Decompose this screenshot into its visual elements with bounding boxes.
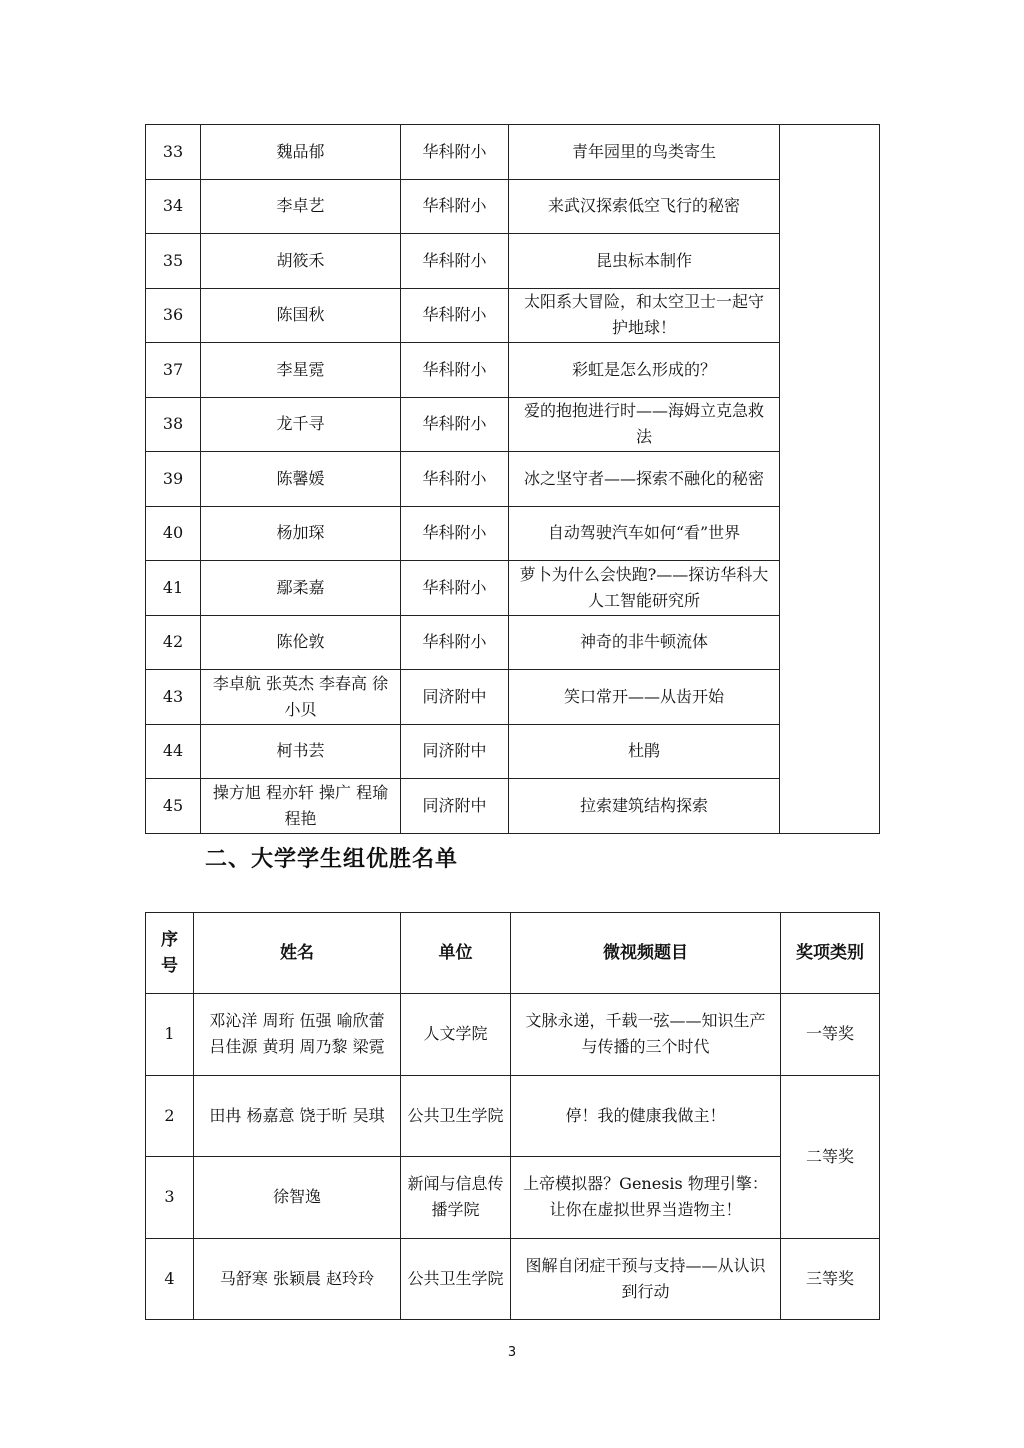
- header-no: 序号: [146, 913, 194, 994]
- school-unit: 华科附小: [401, 343, 509, 398]
- table-row: [146, 724, 880, 779]
- video-title: 上帝模拟器？Genesis 物理引擎：让你在虚拟世界当造物主！: [511, 1157, 781, 1239]
- school-unit: 公共卫生学院: [401, 1075, 511, 1157]
- video-title: 爱的抱抱进行时——海姆立克急救法: [509, 397, 780, 452]
- video-title: 青年园里的鸟类寄生: [509, 125, 780, 180]
- video-title: 停！我的健康我做主！: [511, 1075, 781, 1157]
- table-header-row: [146, 913, 880, 994]
- table-row: [146, 125, 880, 180]
- school-unit: 华科附小: [401, 234, 509, 289]
- school-unit: 华科附小: [401, 561, 509, 616]
- award-table-continued: [145, 124, 880, 834]
- video-title: 萝卜为什么会快跑?——探访华科大人工智能研究所: [509, 561, 780, 616]
- video-title: 神奇的非牛顿流体: [509, 615, 780, 670]
- table-row: [146, 615, 880, 670]
- school-unit: 同济附中: [401, 724, 509, 779]
- table-row: [146, 779, 880, 834]
- student-name: 李卓航 张英杰 李春高 徐小贝: [201, 670, 401, 725]
- video-title: 笑口常开——从齿开始: [509, 670, 780, 725]
- header-title: 微视频题目: [511, 913, 781, 994]
- table-row: [146, 452, 880, 507]
- table-row: [146, 397, 880, 452]
- student-name: 马舒寒 张颖晨 赵玲玲: [194, 1238, 401, 1320]
- student-name: 鄢柔嘉: [201, 561, 401, 616]
- table-row: [146, 1157, 880, 1239]
- student-name: 徐智逸: [194, 1157, 401, 1239]
- video-title: 太阳系大冒险，和太空卫士一起守护地球！: [509, 288, 780, 343]
- school-unit: 同济附中: [401, 670, 509, 725]
- video-title: 冰之坚守者——探索不融化的秘密: [509, 452, 780, 507]
- row-number: 45: [146, 779, 201, 834]
- student-name: 操方旭 程亦轩 操广 程瑜 程艳: [201, 779, 401, 834]
- table-row: [146, 1238, 880, 1320]
- row-number: 2: [146, 1075, 194, 1157]
- student-name: 陈馨媛: [201, 452, 401, 507]
- student-name: 陈伦敦: [201, 615, 401, 670]
- table-row: [146, 1075, 880, 1157]
- table-row: [146, 506, 880, 561]
- university-award-table: [145, 912, 880, 1320]
- video-title: 拉索建筑结构探索: [509, 779, 780, 834]
- video-title: 彩虹是怎么形成的？: [509, 343, 780, 398]
- row-number: 39: [146, 452, 201, 507]
- table-row: [146, 179, 880, 234]
- student-name: 田冉 杨嘉意 饶于昕 吴琪: [194, 1075, 401, 1157]
- school-unit: 华科附小: [401, 397, 509, 452]
- row-number: 43: [146, 670, 201, 725]
- award-category: 二等奖: [781, 1075, 880, 1238]
- page-number: 3: [507, 1345, 517, 1360]
- video-title: 图解自闭症干预与支持——从认识到行动: [511, 1238, 781, 1320]
- school-unit: 人文学院: [401, 994, 511, 1076]
- school-unit: 华科附小: [401, 452, 509, 507]
- table-row: [146, 288, 880, 343]
- row-number: 1: [146, 994, 194, 1076]
- school-unit: 华科附小: [401, 125, 509, 180]
- row-number: 35: [146, 234, 201, 289]
- student-name: 陈国秋: [201, 288, 401, 343]
- video-title: 昆虫标本制作: [509, 234, 780, 289]
- table-row: [146, 234, 880, 289]
- row-number: 4: [146, 1238, 194, 1320]
- student-name: 魏品郁: [201, 125, 401, 180]
- row-number: 44: [146, 724, 201, 779]
- student-name: 柯书芸: [201, 724, 401, 779]
- row-number: 37: [146, 343, 201, 398]
- header-award: 奖项类别: [781, 913, 880, 994]
- school-unit: 华科附小: [401, 615, 509, 670]
- row-number: 40: [146, 506, 201, 561]
- school-unit: 公共卫生学院: [401, 1238, 511, 1320]
- school-unit: 华科附小: [401, 179, 509, 234]
- award-category: 一等奖: [781, 994, 880, 1076]
- award-category: 三等奖: [781, 1238, 880, 1320]
- school-unit: 新闻与信息传播学院: [401, 1157, 511, 1239]
- row-number: 42: [146, 615, 201, 670]
- student-name: 邓沁洋 周珩 伍强 喻欣蕾 吕佳源 黄玥 周乃黎 梁霓: [194, 994, 401, 1076]
- table-row: [146, 994, 880, 1076]
- row-number: 38: [146, 397, 201, 452]
- school-unit: 华科附小: [401, 506, 509, 561]
- video-title: 自动驾驶汽车如何“看”世界: [509, 506, 780, 561]
- video-title: 杜鹃: [509, 724, 780, 779]
- video-title: 来武汉探索低空飞行的秘密: [509, 179, 780, 234]
- student-name: 李卓艺: [201, 179, 401, 234]
- header-unit: 单位: [401, 913, 511, 994]
- student-name: 胡筱禾: [201, 234, 401, 289]
- row-number: 41: [146, 561, 201, 616]
- student-name: 龙千寻: [201, 397, 401, 452]
- school-unit: 华科附小: [401, 288, 509, 343]
- student-name: 杨加琛: [201, 506, 401, 561]
- section-title: 二、大学学生组优胜名单: [205, 847, 459, 872]
- header-name: 姓名: [194, 913, 401, 994]
- row-number: 36: [146, 288, 201, 343]
- student-name: 李星霓: [201, 343, 401, 398]
- row-number: 33: [146, 125, 201, 180]
- table-row: [146, 343, 880, 398]
- row-number: 3: [146, 1157, 194, 1239]
- table-row: [146, 561, 880, 616]
- video-title: 文脉永递，千载一弦——知识生产与传播的三个时代: [511, 994, 781, 1076]
- award-category-cell: [780, 125, 880, 834]
- row-number: 34: [146, 179, 201, 234]
- table-row: [146, 670, 880, 725]
- school-unit: 同济附中: [401, 779, 509, 834]
